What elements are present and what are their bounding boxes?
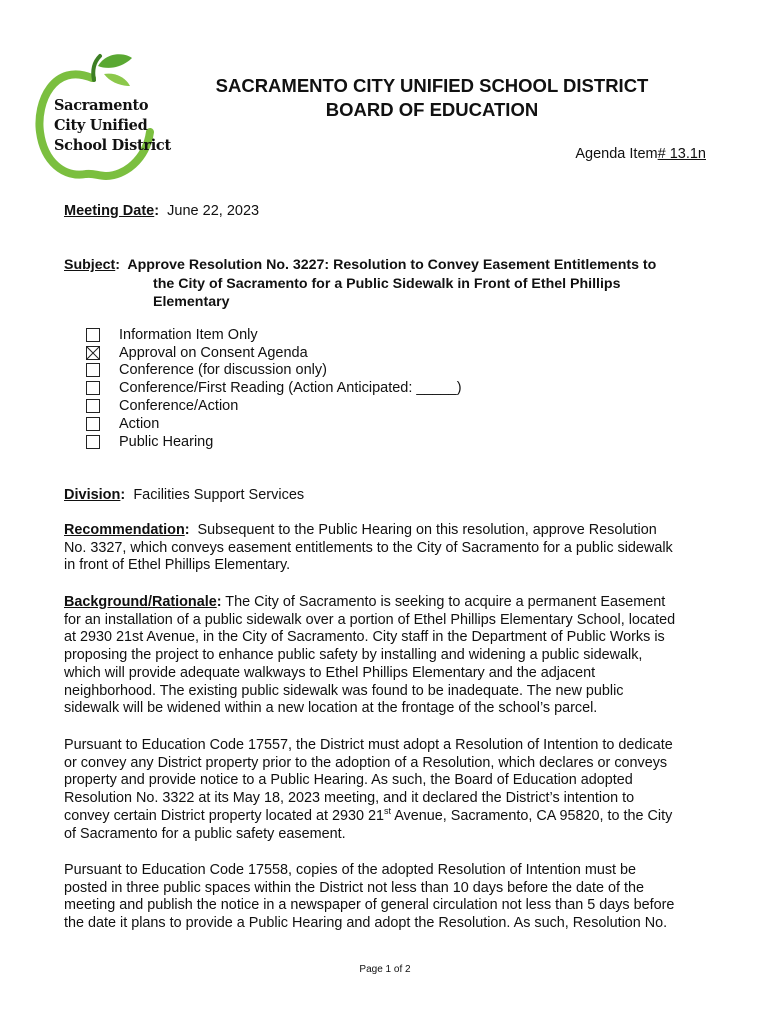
meeting-date-row (64, 202, 259, 220)
board-title: BOARD OF EDUCATION (325, 99, 539, 120)
logo-line-3: School District (54, 137, 171, 154)
division-label: Division (64, 487, 121, 503)
para2-line-5-post: Avenue, Sacramento, CA 95820, to the City (390, 807, 673, 824)
division-colon: : (120, 487, 126, 503)
checkbox[interactable] (86, 363, 100, 377)
subject-block (64, 256, 714, 312)
recommendation-line-1: Subsequent to the Public Hearing on this resolution, approve Resolution (197, 522, 657, 538)
checklist-item (86, 362, 462, 380)
meeting-date-value: June 22, 2023 (167, 203, 260, 219)
checklist-item (86, 397, 462, 415)
para3-line-4: the date it plans to provide a Public Hearing and adopt the Resolution. As such, Resolution No. (64, 915, 668, 932)
checklist-item-label: Conference/Action (119, 398, 239, 415)
checklist-item-label: Action (119, 415, 160, 432)
background-line-3: at 2930 21st Avenue, in the City of Sacramento. City staff in the Department of Public Works is (64, 629, 665, 646)
background-paragraph (64, 594, 714, 718)
checklist-item (86, 326, 462, 344)
para3-line-3: meeting and publish the notice in a newspaper of general circulation not less than 5 days before (64, 897, 675, 914)
background-line-7: sidewalk will be widened within a new location at the frontage of the school’s parcel. (64, 700, 598, 717)
meeting-date-colon: : (154, 203, 160, 219)
checkbox[interactable] (86, 381, 100, 395)
agenda-item (575, 146, 706, 162)
logo-text (54, 96, 171, 156)
para2-line-4: Resolution No. 3322 at its May 18, 2023 meeting, and it declared the District’s intention to (64, 790, 635, 807)
education-code-17558-paragraph (64, 862, 714, 933)
checklist-item-label: Approval on Consent Agenda (119, 344, 308, 361)
document-header (190, 74, 674, 122)
background-line-1: The City of Sacramento is seeking to acquire a permanent Easement (225, 594, 666, 610)
background-line-2: for an installation of a public sidewalk over a portion of Ethel Phillips Elementary School, located (64, 611, 676, 628)
background-line-5: which will provide adequate walkways to Ethel Phillips Elementary and the adjacent (64, 664, 596, 681)
checklist-item (86, 379, 462, 397)
para3-line-1: Pursuant to Education Code 17558, copies of the adopted Resolution of Intention must be (64, 862, 637, 878)
checkbox[interactable] (86, 328, 100, 342)
checklist-item-label: Conference (for discussion only) (119, 362, 327, 379)
checklist-item (86, 415, 462, 433)
recommendation-paragraph (64, 522, 714, 575)
agenda-label: Agenda Item (575, 146, 658, 162)
checklist-item-label: Information Item Only (119, 326, 258, 343)
subject-label: Subject (64, 257, 116, 273)
district-title: SACRAMENTO CITY UNIFIED SCHOOL DISTRICT (215, 75, 649, 96)
checkbox[interactable] (86, 399, 100, 413)
recommendation-label: Recommendation (64, 522, 185, 538)
logo-line-1: Sacramento (54, 97, 149, 114)
page-number: Page 1 of 2 (359, 964, 411, 975)
checklist-item-label: Public Hearing (119, 433, 214, 450)
logo-line-2: City Unified (54, 117, 148, 134)
subject-line-1: Approve Resolution No. 3227: Resolution to Convey Easement Entitlements to (127, 257, 657, 273)
subject-line-3: Elementary (153, 294, 230, 310)
recommendation-line-2: No. 3327, which conveys easement entitlements to the City of Sacramento for a public sidewalk (64, 539, 673, 556)
checkbox[interactable] (86, 435, 100, 449)
meeting-date-label: Meeting Date (64, 203, 155, 219)
background-colon: : (216, 594, 222, 610)
agenda-number: # 13.1n (657, 146, 706, 162)
para3-line-2: posted in three public spaces within the District not less than 10 days before the date of the (64, 879, 644, 896)
checkbox[interactable] (86, 417, 100, 431)
background-line-6: neighborhood. The existing public sidewalk was found to be inadequate. The new public (64, 682, 624, 699)
para2-line-3: property and provide notice to a Public Hearing. As such, the Board of Education adopted (64, 772, 633, 789)
division-value: Facilities Support Services (133, 487, 305, 503)
division-row (64, 486, 304, 504)
subject-colon: : (115, 257, 120, 273)
agenda-type-checklist (86, 326, 462, 451)
checklist-item (86, 344, 462, 362)
background-label: Background/Rationale (64, 594, 217, 610)
recommendation-line-3: in front of Ethel Phillips Elementary. (64, 557, 291, 574)
background-line-4: proposing the project to enhance public safety by installing and widening a public sidewalk, (64, 647, 643, 664)
para2-line-5 (64, 808, 714, 826)
education-code-17557-paragraph (64, 737, 714, 843)
checklist-item (86, 433, 462, 451)
para2-line-5-sup: st (383, 806, 391, 817)
para2-line-2: or convey any District property prior to the adoption of a Resolution, which declares or conveys (64, 754, 668, 771)
para2-line-6: of Sacramento for a public safety easement. (64, 825, 346, 842)
checked-checkbox[interactable] (86, 346, 100, 360)
subject-line-2: the City of Sacramento for a Public Sidewalk in Front of Ethel Phillips (153, 275, 621, 292)
recommendation-colon: : (184, 522, 190, 538)
para2-line-1: Pursuant to Education Code 17557, the District must adopt a Resolution of Intention to dedicate (64, 737, 673, 753)
checklist-item-label: Conference/First Reading (Action Anticipated: _____) (119, 380, 462, 397)
para2-line-5-pre: convey certain District property located at 2930 21 (64, 807, 384, 824)
